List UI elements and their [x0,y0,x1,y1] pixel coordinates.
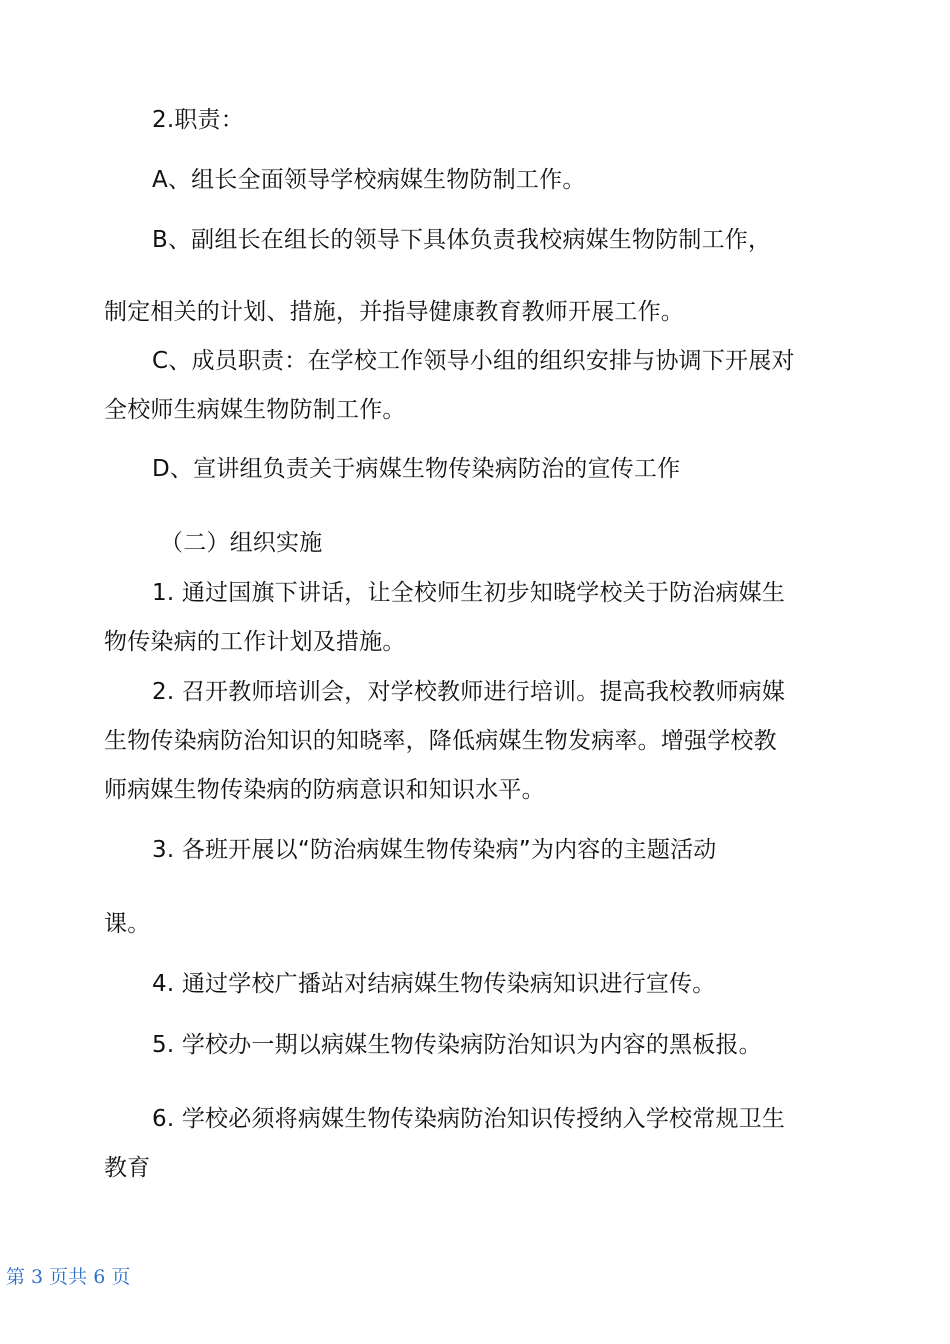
step-2-cont-2: 师病媒生物传染病的防病意识和知识水平。 [104,777,545,803]
step-3: 3. 各班开展以“防治病媒生物传染病”为内容的主题活动 [152,837,717,863]
step-5: 5. 学校办一期以病媒生物传染病防治知识为内容的黑板报。 [152,1032,762,1058]
section-heading: （二）组织实施 [160,530,323,556]
page-indicator: 第 3 页共 6 页 [6,1266,131,1288]
step-1-cont: 物传染病的工作计划及措施。 [104,629,406,655]
duty-item-b-cont: 制定相关的计划、措施，并指导健康教育教师开展工作。 [104,299,684,325]
duty-item-a: A、组长全面领导学校病媒生物防制工作。 [152,167,586,193]
duty-heading: 2.职责： [152,107,244,133]
step-2-cont-1: 生物传染病防治知识的知晓率，降低病媒生物发病率。增强学校教 [104,728,777,754]
step-1: 1. 通过国旗下讲话，让全校师生初步知晓学校关于防治病媒生 [152,580,786,606]
step-3-cont: 课。 [104,911,151,937]
step-4: 4. 通过学校广播站对结病媒生物传染病知识进行宣传。 [152,971,716,997]
step-6-cont: 教育 [104,1155,151,1181]
step-6: 6. 学校必须将病媒生物传染病防治知识传授纳入学校常规卫生 [152,1106,786,1132]
step-2: 2. 召开教师培训会，对学校教师进行培训。提高我校教师病媒 [152,679,786,705]
duty-item-c-cont: 全校师生病媒生物防制工作。 [104,397,406,423]
duty-item-b: B、副组长在组长的领导下具体负责我校病媒生物防制工作， [152,227,772,253]
duty-item-c: C、成员职责：在学校工作领导小组的组织安排与协调下开展对 [152,348,795,374]
duty-item-d: D、宣讲组负责关于病媒生物传染病防治的宣传工作 [152,456,681,482]
